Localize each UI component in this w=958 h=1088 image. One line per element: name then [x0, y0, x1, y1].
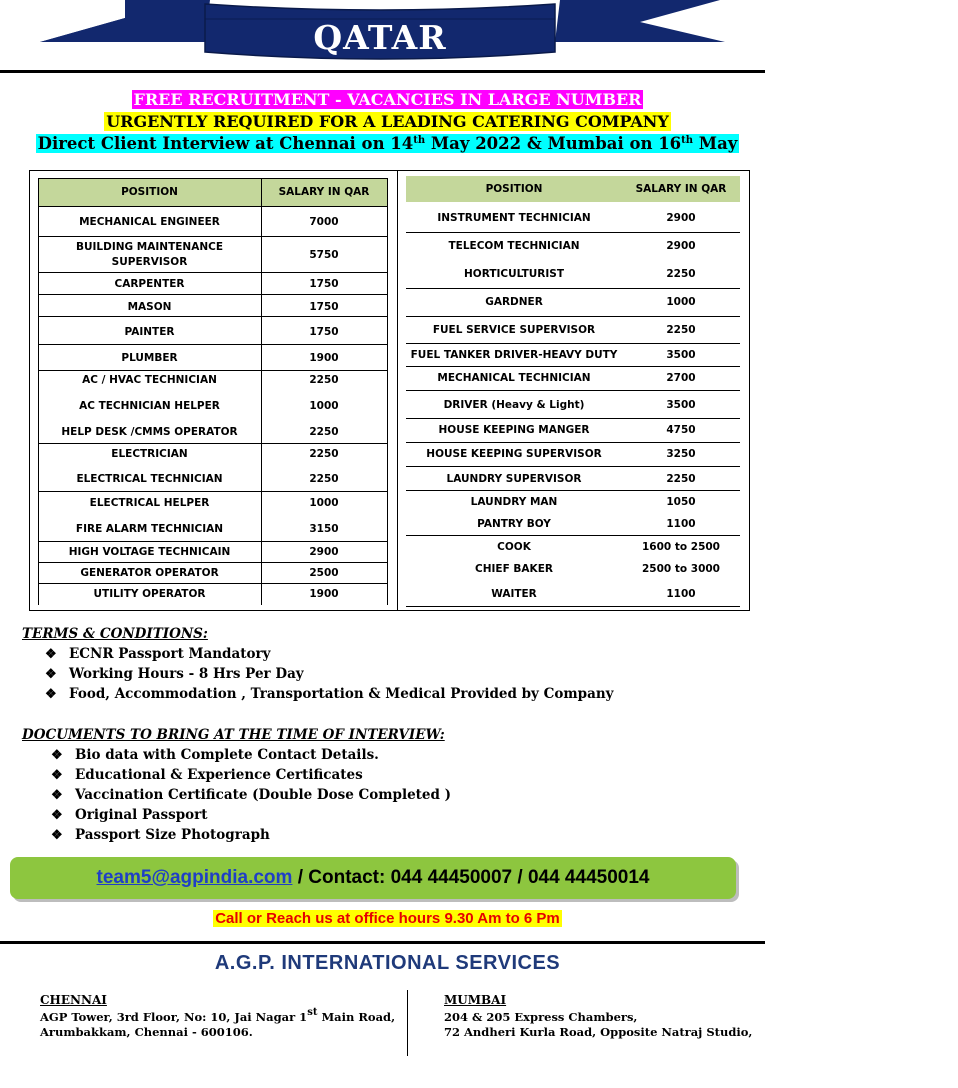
offices-separator: [407, 990, 408, 1056]
headline-interview-dates: Direct Client Interview at Chennai on 14th May 2022 & Mumbai on 16th May: [37, 134, 738, 153]
left-table-border-right: [387, 178, 388, 605]
right-table-position-cell: HORTICULTURIST: [464, 267, 564, 280]
left-table-position-cell: MASON: [127, 300, 172, 313]
left-table-salary-cell: 1750: [309, 325, 339, 338]
right-table-position-cell: INSTRUMENT TECHNICIAN: [437, 211, 591, 224]
right-table-rule: [406, 316, 740, 317]
left-table-salary-cell: 1000: [309, 496, 339, 509]
left-table-rule: [38, 178, 387, 179]
left-table-rule: [38, 272, 387, 273]
documents-item: [51, 827, 270, 843]
left-table-salary-cell: 2250: [309, 447, 339, 460]
left-table-salary-cell: 1900: [309, 587, 339, 600]
headline-urgently-required: URGENTLY REQUIRED FOR A LEADING CATERING COMPANY: [106, 112, 669, 131]
office-hours-line: Call or Reach us at office hours 9.30 Am to 6 Pm: [215, 910, 560, 927]
diamond-bullet-icon: ❖: [51, 788, 63, 803]
left-table-rule: [38, 236, 387, 237]
right-table-salary-cell: 1050: [666, 495, 696, 508]
company-name: A.G.P. INTERNATIONAL SERVICES: [214, 952, 561, 974]
left-table-salary-cell: 1000: [309, 399, 339, 412]
right-table-salary-cell: 3500: [666, 398, 696, 411]
terms-title: TERMS & CONDITIONS:: [22, 626, 208, 642]
diamond-bullet-icon: ❖: [45, 667, 57, 682]
right-table-position-cell: GARDNER: [485, 295, 543, 308]
left-table-salary-cell: 1750: [309, 277, 339, 290]
right-table-salary-cell: 2250: [666, 323, 696, 336]
left-table-rule: [38, 294, 387, 295]
contact-phones: / Contact: 044 44450007 / 044 44450014: [292, 867, 650, 888]
chennai-office-title: CHENNAI: [40, 993, 107, 1007]
right-table-rule: [406, 390, 740, 391]
chennai-address-line2: Arumbakkam, Chennai - 600106.: [40, 1025, 253, 1039]
right-col-salary-header: SALARY IN QAR: [622, 176, 740, 202]
right-table-position-cell: COOK: [497, 540, 531, 553]
left-table-position-cell: MECHANICAL ENGINEER: [79, 215, 220, 228]
left-table-rule: [38, 206, 387, 207]
right-table-rule: [406, 606, 740, 607]
diamond-bullet-icon: ❖: [51, 768, 63, 783]
terms-item: [45, 686, 613, 702]
left-table-salary-cell: 2500: [309, 566, 339, 579]
right-table-rule: [406, 490, 740, 491]
right-table-salary-cell: 2500 to 3000: [642, 562, 720, 575]
right-col-position-header: POSITION: [406, 176, 622, 202]
right-table-rule: [406, 288, 740, 289]
left-table-salary-cell: 5750: [309, 248, 339, 261]
contact-bar: [10, 857, 736, 899]
mumbai-address-line1: 204 & 205 Express Chambers,: [444, 1010, 638, 1024]
right-table-salary-cell: 2700: [666, 371, 696, 384]
terms-item-text: Food, Accommodation , Transportation & Medical Provided by Company: [69, 686, 614, 702]
left-table-position-cell: ELECTRICAL TECHNICIAN: [76, 472, 223, 485]
right-table-salary-cell: 2900: [666, 211, 696, 224]
right-table-salary-cell: 2250: [666, 472, 696, 485]
left-table-position-cell: AC TECHNICIAN HELPER: [79, 399, 220, 412]
right-table-position-cell: MECHANICAL TECHNICIAN: [437, 371, 591, 384]
banner-title: QATAR: [313, 18, 447, 57]
diamond-bullet-icon: ❖: [51, 828, 63, 843]
documents-item-text: Bio data with Complete Contact Details.: [75, 747, 379, 763]
right-table-salary-cell: 4750: [666, 423, 696, 436]
documents-item-text: Educational & Experience Certificates: [75, 767, 363, 783]
right-table-position-cell: DRIVER (Heavy & Light): [443, 398, 585, 411]
top-divider: [0, 70, 765, 73]
right-table-position-cell: PANTRY BOY: [477, 517, 551, 530]
right-table-position-cell: HOUSE KEEPING SUPERVISOR: [426, 447, 602, 460]
left-table-salary-cell: 1900: [309, 351, 339, 364]
right-table-salary-cell: 3500: [666, 348, 696, 361]
left-table-rule: [38, 344, 387, 345]
documents-item: [51, 767, 363, 783]
left-col-position-header: POSITION: [38, 178, 261, 206]
right-table-position-cell: LAUNDRY MAN: [470, 495, 558, 508]
left-table-position-cell: ELECTRICIAN: [111, 447, 188, 460]
left-table-position-cell: GENERATOR OPERATOR: [80, 566, 219, 579]
left-table-salary-cell: 1750: [309, 300, 339, 313]
terms-item: [45, 666, 304, 682]
right-table-salary-cell: 2900: [666, 239, 696, 252]
left-table-border-left: [38, 178, 39, 605]
tables-separator: [397, 170, 398, 611]
right-table-position-cell: HOUSE KEEPING MANGER: [438, 423, 590, 436]
left-table-position-cell: PLUMBER: [121, 351, 178, 364]
right-table-salary-cell: 1100: [666, 517, 696, 530]
diamond-bullet-icon: ❖: [51, 808, 63, 823]
right-table-position-cell: CHIEF BAKER: [475, 562, 553, 575]
left-table-position-cell: FIRE ALARM TECHNICIAN: [75, 522, 224, 535]
left-col-salary-header: SALARY IN QAR: [261, 178, 387, 206]
terms-item-text: Working Hours - 8 Hrs Per Day: [69, 666, 304, 682]
right-table-rule: [406, 232, 740, 233]
headline-free-recruitment: FREE RECRUITMENT - VACANCIES IN LARGE NUMBER: [133, 90, 642, 109]
left-table-salary-cell: 2250: [309, 472, 339, 485]
documents-item: [51, 807, 208, 823]
right-table-position-cell: FUEL TANKER DRIVER-HEAVY DUTY: [410, 348, 618, 361]
right-table-salary-cell: 1000: [666, 295, 696, 308]
documents-item-text: Vaccination Certificate (Double Dose Completed ): [75, 787, 452, 803]
right-table-position-cell: LAUNDRY SUPERVISOR: [446, 472, 582, 485]
chennai-address-line1: AGP Tower, 3rd Floor, No: 10, Jai Nagar 1st Main Road,: [40, 1007, 396, 1024]
right-table-rule: [406, 466, 740, 467]
right-table-salary-cell: 2250: [666, 267, 696, 280]
left-table-position-cell: HELP DESK /CMMS OPERATOR: [61, 425, 238, 438]
documents-title: DOCUMENTS TO BRING AT THE TIME OF INTERVIEW:: [22, 727, 445, 743]
diamond-bullet-icon: ❖: [51, 748, 63, 763]
right-table-rule: [406, 442, 740, 443]
left-table-position-cell: HIGH VOLTAGE TECHNICAIN: [68, 545, 231, 558]
left-table-salary-cell: 2250: [309, 425, 339, 438]
left-table-position-cell: CARPENTER: [114, 277, 185, 290]
right-table-salary-cell: 1600 to 2500: [642, 540, 720, 553]
right-table-rule: [406, 535, 740, 536]
mumbai-office-title: MUMBAI: [444, 993, 507, 1007]
right-table-position-cell: FUEL SERVICE SUPERVISOR: [432, 323, 596, 336]
left-table-salary-cell: 2250: [309, 373, 339, 386]
right-table-position-cell: WAITER: [491, 587, 537, 600]
right-table-rule: [406, 343, 740, 344]
diamond-bullet-icon: ❖: [45, 647, 57, 662]
right-table-salary-cell: 1100: [666, 587, 696, 600]
documents-item: [51, 747, 379, 763]
right-table-salary-cell: 3250: [666, 447, 696, 460]
left-table-salary-cell: 7000: [309, 215, 339, 228]
documents-item-text: Passport Size Photograph: [75, 827, 270, 843]
left-table-position-cell: AC / HVAC TECHNICIAN: [82, 373, 217, 386]
left-table-salary-cell: 3150: [309, 522, 339, 535]
mumbai-address-line2: 72 Andheri Kurla Road, Opposite Natraj Studio,: [444, 1025, 753, 1039]
right-table-rule: [406, 366, 740, 367]
terms-item-text: ECNR Passport Mandatory: [69, 646, 271, 662]
left-table-salary-cell: 2900: [309, 545, 339, 558]
bottom-divider: [0, 941, 765, 944]
left-table-position-cell: PAINTER: [124, 325, 175, 338]
right-table-rule: [406, 418, 740, 419]
left-table-position-cell: UTILITY OPERATOR: [93, 587, 206, 600]
email-link[interactable]: team5@agpindia.com: [96, 867, 293, 888]
documents-item-text: Original Passport: [75, 807, 208, 823]
left-table-position-cell: BUILDING MAINTENANCE SUPERVISOR: [76, 241, 223, 268]
left-table-position-cell: ELECTRICAL HELPER: [89, 496, 210, 509]
diamond-bullet-icon: ❖: [45, 687, 57, 702]
documents-item: [51, 787, 451, 803]
terms-item: [45, 646, 270, 662]
right-table-position-cell: TELECOM TECHNICIAN: [448, 239, 580, 252]
